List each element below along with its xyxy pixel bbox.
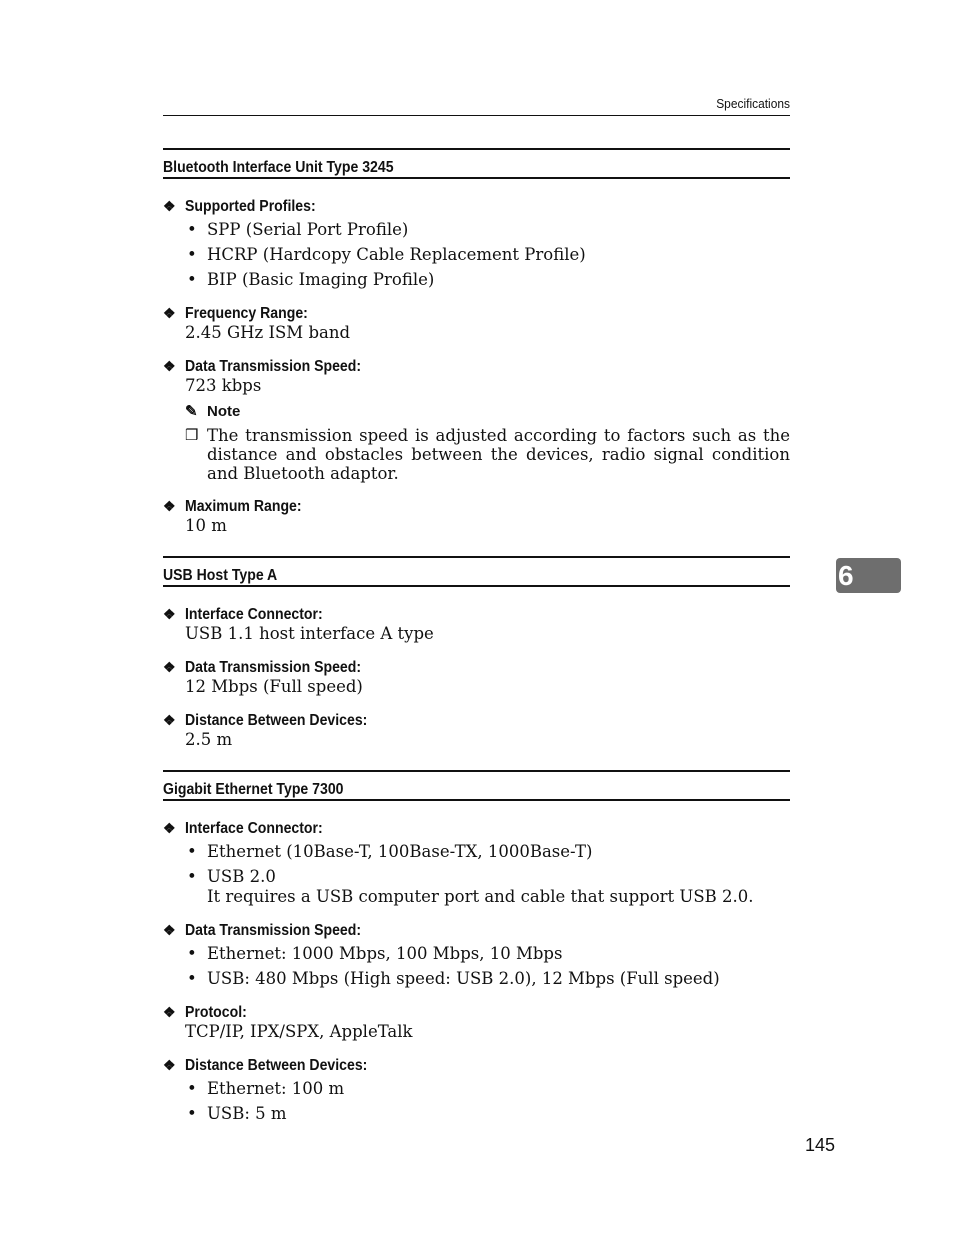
running-header: Specifications: [716, 96, 790, 111]
spec-item-supported-profiles: ❖ Supported Profiles: • SPP (Serial Port Profile) • HCRP (Hardcopy Cable Replacement Profile) • BIP (Basic Imaging Profile): [163, 196, 790, 290]
spec-item-data-transmission-speed: ❖ Data Transmission Speed: 12 Mbps (Full speed): [163, 657, 790, 697]
spec-value: 12 Mbps (Full speed): [185, 677, 363, 696]
diamond-icon: ❖: [163, 820, 176, 836]
spec-value: 2.45 GHz ISM band: [185, 323, 351, 342]
spec-value: 2.5 m: [185, 730, 233, 749]
spec-value: 10 m: [185, 516, 227, 535]
chapter-tab: 6: [836, 558, 901, 593]
spec-item-frequency-range: ❖ Frequency Range: 2.45 GHz ISM band: [163, 303, 790, 343]
bullet-icon: •: [187, 969, 197, 988]
spec-item-interface-connector: ❖ Interface Connector: • Ethernet (10Base-T, 100Base-TX, 1000Base-T) • USB 2.0 It requires a USB computer port and cable that support USB 2.0.: [163, 818, 790, 907]
diamond-icon: ❖: [163, 659, 176, 675]
bullet-list: [163, 842, 790, 907]
spec-item-maximum-range: ❖ Maximum Range: 10 m: [163, 496, 790, 536]
spec-item-data-transmission-speed: ❖ Data Transmission Speed: • Ethernet: 1000 Mbps, 100 Mbps, 10 Mbps • USB: 480 Mbps (High speed: USB 2.0), 12 Mbps (Full speed): [163, 920, 790, 989]
diamond-icon: ❖: [163, 1004, 176, 1020]
bullet-icon: •: [187, 1104, 197, 1123]
bullet-icon: •: [187, 944, 197, 963]
spec-item-data-transmission-speed: ❖ Data Transmission Speed: 723 kbps ✎ Note ❒ The transmission speed is adjusted according to factors such as the distance and obstacles between the devices, radio signal condition and Bluetooth adaptor.: [163, 358, 790, 483]
note-block: ✎ Note ❒ The transmission speed is adjusted according to factors such as the distance and obstacles between the devices, radio signal condition and Bluetooth adaptor.: [185, 403, 790, 483]
diamond-icon: ❖: [163, 712, 176, 728]
section-heading-bluetooth: Bluetooth Interface Unit Type 3245: [163, 148, 790, 179]
spec-item-distance-between-devices: ❖ Distance Between Devices: 2.5 m: [163, 710, 790, 750]
diamond-icon: ❖: [163, 198, 176, 214]
list-item: • BIP (Basic Imaging Profile): [187, 270, 435, 289]
list-item: • Ethernet: 1000 Mbps, 100 Mbps, 10 Mbps: [187, 944, 563, 963]
list-item: • USB: 480 Mbps (High speed: USB 2.0), 12 Mbps (Full speed): [187, 969, 720, 988]
section-heading-usb-host: USB Host Type A: [163, 556, 790, 587]
note-text: The transmission speed is adjusted according to factors such as the distance and obstacles between the devices, radio signal condition and Bluetooth adaptor.: [207, 426, 790, 483]
page-number: 145: [804, 1135, 835, 1155]
diamond-icon: ❖: [163, 305, 176, 321]
diamond-icon: ❖: [163, 922, 176, 938]
list-item: • USB: 5 m: [187, 1104, 287, 1123]
bullet-list: [163, 1079, 790, 1124]
bullet-icon: •: [187, 245, 197, 264]
spec-item-distance-between-devices: ❖ Distance Between Devices: • Ethernet: 100 m • USB: 5 m: [163, 1055, 790, 1124]
diamond-icon: ❖: [163, 498, 176, 514]
list-item: • HCRP (Hardcopy Cable Replacement Profile): [187, 245, 586, 264]
spec-item-protocol: ❖ Protocol: TCP/IP, IPX/SPX, AppleTalk: [163, 1002, 790, 1042]
pencil-icon: ✎: [185, 403, 198, 420]
checkbox-icon: ❒: [185, 426, 199, 444]
bullet-icon: •: [187, 1079, 197, 1098]
spec-value: TCP/IP, IPX/SPX, AppleTalk: [185, 1022, 413, 1041]
section-heading-gigabit-ethernet: Gigabit Ethernet Type 7300: [163, 770, 790, 801]
bullet-list: [163, 220, 790, 290]
header-rule: [163, 115, 790, 116]
bullet-icon: •: [187, 270, 197, 289]
diamond-icon: ❖: [163, 358, 176, 374]
spec-item-interface-connector: ❖ Interface Connector: USB 1.1 host interface A type: [163, 604, 790, 644]
list-item: • Ethernet (10Base-T, 100Base-TX, 1000Base-T): [187, 842, 593, 861]
page-content: [163, 148, 790, 1137]
bullet-icon: •: [187, 220, 197, 239]
list-item: • USB 2.0 It requires a USB computer port and cable that support USB 2.0.: [187, 867, 754, 906]
diamond-icon: ❖: [163, 606, 176, 622]
bullet-icon: •: [187, 867, 197, 886]
bullet-list: [163, 944, 790, 989]
diamond-icon: ❖: [163, 1057, 176, 1073]
list-item: • Ethernet: 100 m: [187, 1079, 345, 1098]
spec-value: USB 1.1 host interface A type: [185, 624, 434, 643]
spec-value: 723 kbps: [185, 376, 262, 395]
list-item: • SPP (Serial Port Profile): [187, 220, 409, 239]
bullet-icon: •: [187, 842, 197, 861]
